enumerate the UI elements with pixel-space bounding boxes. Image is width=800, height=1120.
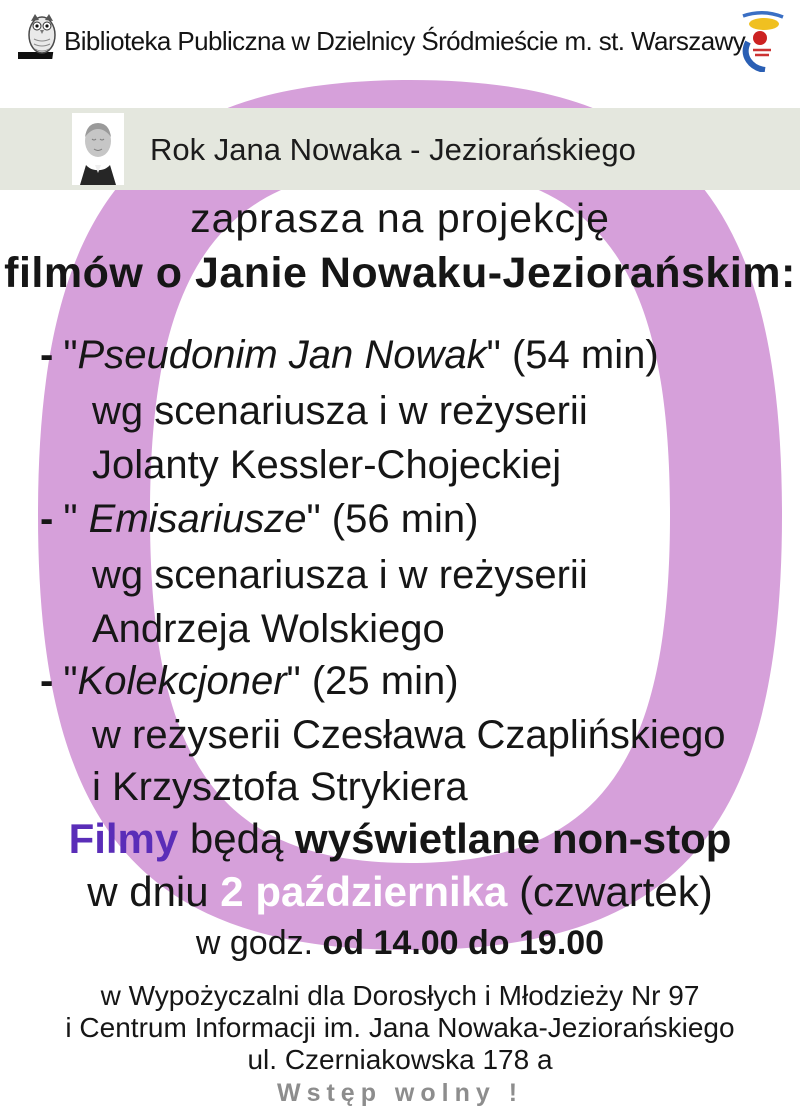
free-entry-note: Wstęp wolny ! — [276, 1079, 524, 1107]
venue-line-1: w Wypożyczalni dla Dorosłych i Młodzieży Nr 97 — [100, 980, 700, 1011]
banner-title: Rok Jana Nowaka - Jeziorańskiego — [150, 132, 636, 167]
film-title-text: Kolekcjoner — [77, 659, 287, 703]
intro-line-1: zaprasza na projekcję — [190, 195, 610, 241]
intro-line-2: filmów o Janie Nowaku-Jeziorańskim: — [4, 249, 796, 297]
venue-line-2: i Centrum Informacji im. Jana Nowaka-Jeziorańskiego — [65, 1012, 735, 1043]
district-logo-icon — [733, 8, 791, 72]
library-header — [0, 0, 800, 80]
film-3-title: - "Kolekcjoner" (25 min) — [40, 659, 459, 703]
film-2-credit-2: Andrzeja Wolskiego — [92, 607, 445, 651]
schedule-line-hours: w godz. od 14.00 do 19.00 — [195, 924, 605, 962]
film-1-credit-2: Jolanty Kessler-Chojeckiej — [92, 443, 562, 487]
portrait-photo — [72, 113, 124, 185]
film-2-title: - " Emisariusze" (56 min) — [40, 497, 479, 541]
film-2-credit-1: wg scenariusza i w reżyserii — [92, 553, 588, 597]
owl-icon — [18, 11, 64, 63]
film-title-text: Pseudonim Jan Nowak — [77, 333, 487, 377]
bullet-dash: - — [40, 497, 54, 541]
film-1-title: - "Pseudonim Jan Nowak" (54 min) — [40, 333, 659, 377]
schedule-line-date: w dniu 2 października (czwartek) — [87, 868, 713, 915]
bullet-dash: - — [40, 659, 54, 703]
films-accent-word: Filmy — [68, 815, 179, 862]
event-date: 2 października — [220, 868, 508, 915]
film-3-credit-1: w reżyserii Czesława Czaplińskiego — [92, 713, 726, 757]
film-3-credit-2: i Krzysztofa Strykiera — [92, 765, 468, 809]
film-title-text: Emisariusze — [88, 497, 307, 541]
bullet-dash: - — [40, 333, 54, 377]
campaign-banner — [0, 108, 800, 190]
venue-address: ul. Czerniakowska 178 a — [247, 1044, 553, 1075]
library-name: Biblioteka Publiczna w Dzielnicy Śródmieście m. st. Warszawy — [64, 26, 746, 56]
schedule-line-nonstop: Filmy będą wyświetlane non-stop — [68, 815, 732, 862]
event-hours: od 14.00 do 19.00 — [322, 924, 605, 962]
film-1-credit-1: wg scenariusza i w reżyserii — [92, 389, 588, 433]
